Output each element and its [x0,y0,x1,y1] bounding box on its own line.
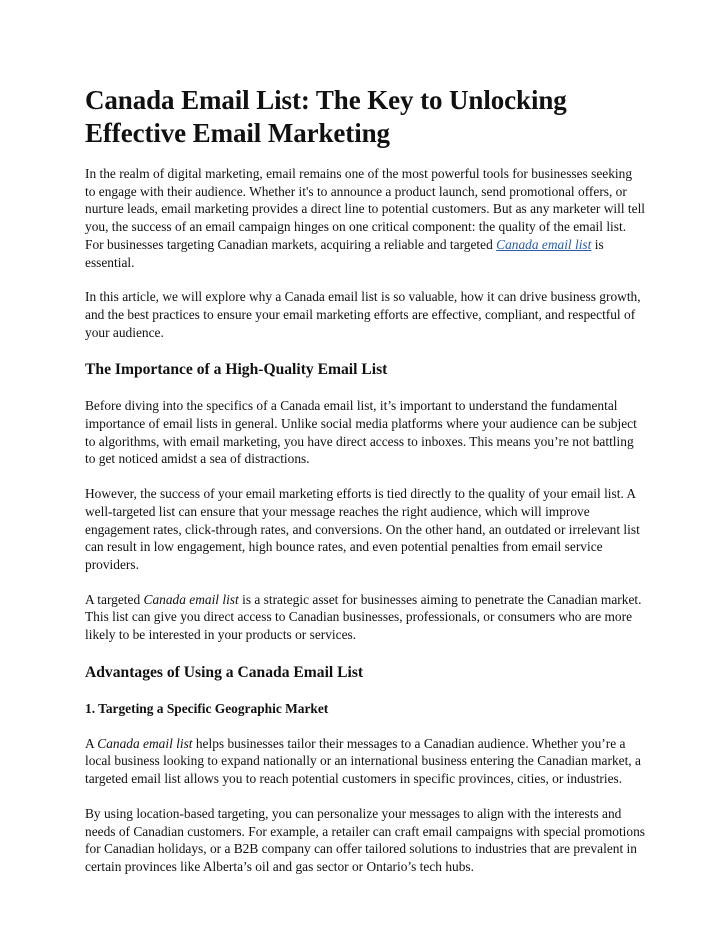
document-page [85,84,645,876]
intro-text-before-link: In the realm of digital marketing, email remains one of the most powerful tools for businesses seeking to engage with their audience. Whether it's to announce a product launch, send promotional offers, or nurture leads, email marketing provides a direct line to potential customers. But as any marketer will tell you, the success of an email campaign hinges on one critical component: the quality of the email list. For businesses targeting Canadian markets, acquiring a reliable and targeted [85,166,646,252]
importance-p3-before: A targeted [85,591,144,607]
advantages-p1-before: A [85,735,98,751]
intro-text-after-link: is essential. [85,236,604,270]
canada-email-list-link[interactable]: Canada email list [496,236,592,252]
importance-p3-emphasis: Canada email list [143,591,239,607]
importance-p3-after: is a strategic asset for businesses aiming to penetrate the Canadian market. This list can give you direct access to Canadian businesses, professionals, or consumers who are more likely to be interested in your products or services. [85,591,642,643]
importance-paragraph-3 [85,591,645,644]
section-heading-importance: The Importance of a High-Quality Email List [85,361,388,379]
advantages-paragraph-2: By using location-based targeting, you can personalize your messages to align with the interests and needs of Canadian customers. For example, a retailer can craft email campaigns with special promotions for Canadian holidays, or a B2B company can offer tailored solutions to industries that are prevalent in certain provinces like Alberta’s oil and gas sector or Ontario’s tech hubs. [85,805,645,874]
page-title: Canada Email List: The Key to Unlocking Effective Email Marketing [85,85,567,148]
section-heading-advantages: Advantages of Using a Canada Email List [85,663,364,681]
advantages-paragraph-1 [85,735,645,788]
advantages-p1-after: helps businesses tailor their messages to a Canadian audience. Whether you’re a local business looking to expand nationally or an international business entering the Canadian market, a targeted email list allows you to reach potential customers in specific provinces, cities, or industries. [85,735,641,787]
intro-paragraph-1 [85,165,645,271]
intro-paragraph-2: In this article, we will explore why a Canada email list is so valuable, how it can drive business growth, and the best practices to ensure your email marketing efforts are effective, compliant, and respectful of your audience. [85,289,641,340]
importance-paragraph-1: Before diving into the specifics of a Canada email list, it’s important to understand the fundamental importance of email lists in general. Unlike social media platforms where your audience can be subject to algorithms, with email marketing, you have direct access to inboxes. This means you’re not battling to get noticed amidst a sea of distractions. [85,398,637,467]
importance-paragraph-2: However, the success of your email marketing efforts is tied directly to the quality of your email list. A well-targeted list can ensure that your message reaches the right audience, which will improve engagement rates, click-through rates, and conversions. On the other hand, an outdated or irrelevant list can result in low engagement, high bounce rates, and even potential penalties from email service providers. [85,486,640,572]
advantages-p1-emphasis: Canada email list [97,735,193,751]
subheading-geographic-market: 1. Targeting a Specific Geographic Market [85,700,329,716]
